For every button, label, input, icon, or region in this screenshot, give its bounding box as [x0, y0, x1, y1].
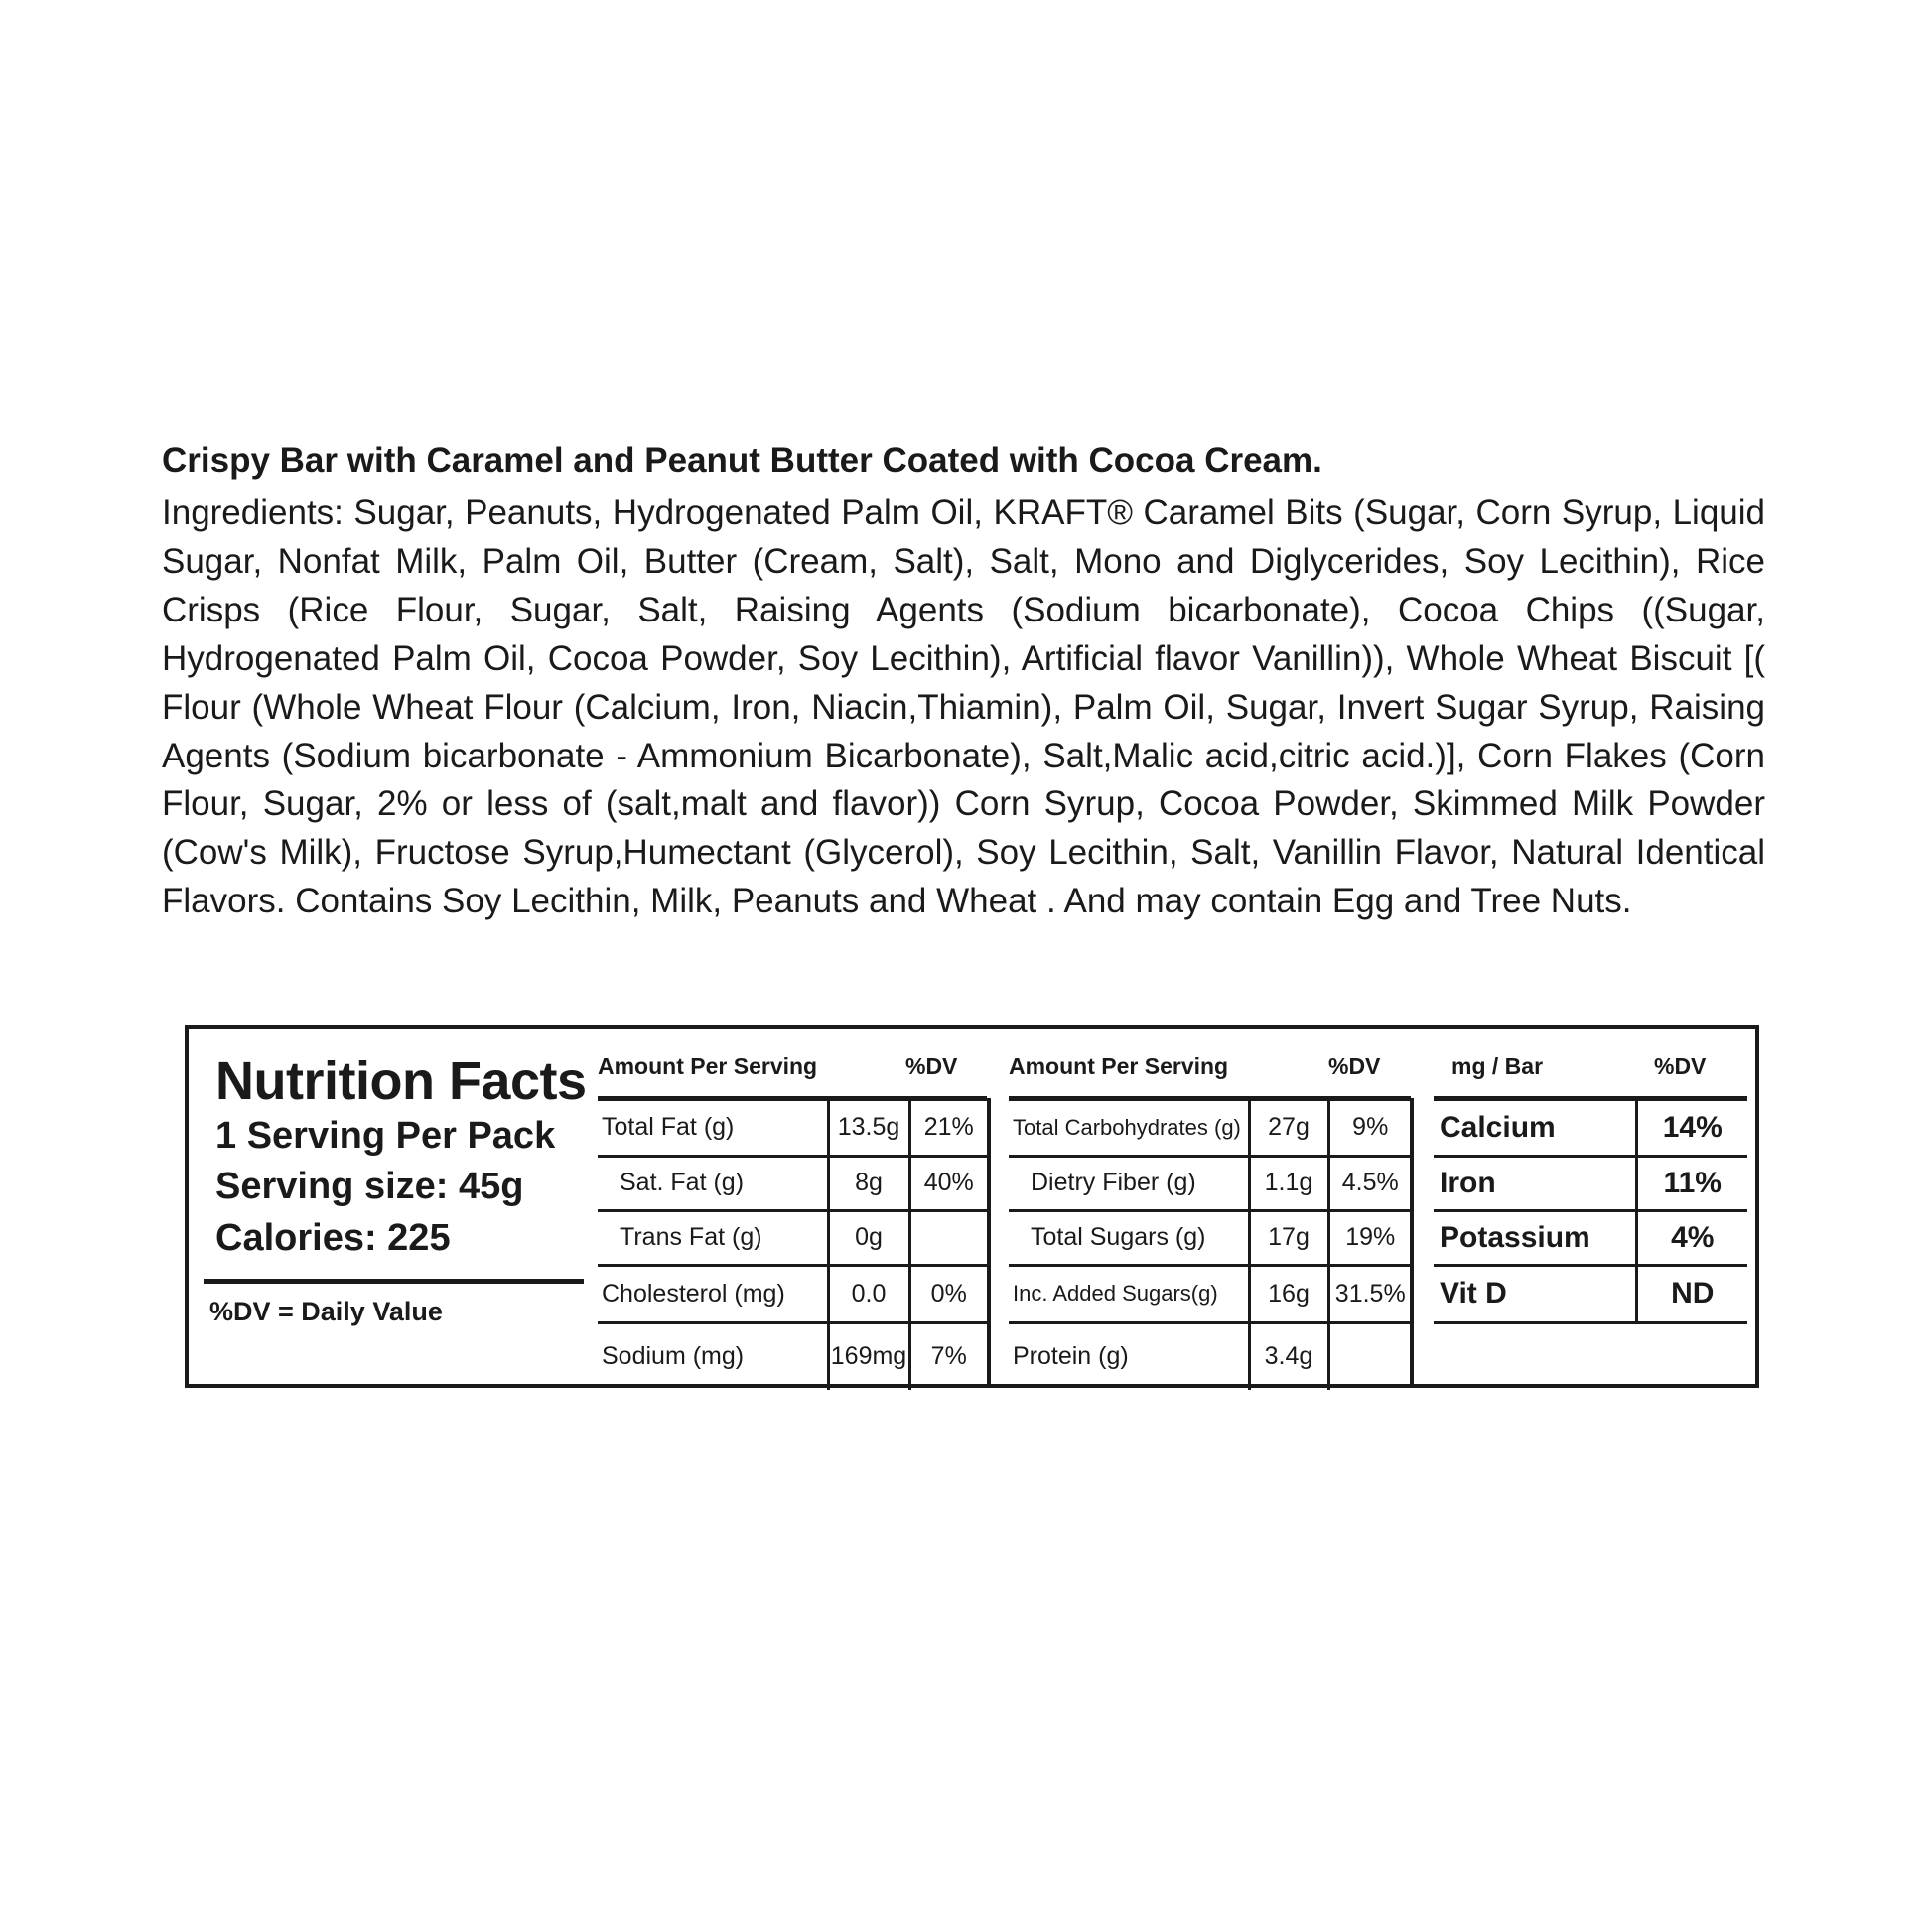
ingredients-text: Ingredients: Sugar, Peanuts, Hydrogenated Palm Oil, KRAFT® Caramel Bits (Sugar, Corn Syrup, Liquid Sugar, Nonfat Milk, Palm Oil, Butter (Cream, Salt), Salt, Mono and Diglycerides, Soy Lecithin), Rice Crisps (Rice Flour, Sugar, Salt, Raising Agents (Sodium bicarbonate), Cocoa Chips ((Sugar, Hydrogenated Palm Oil, Cocoa Powder, Soy Lecithin), Artificial flavor Vanillin)), Whole Wheat Biscuit [( Flour (Whole Wheat Flour (Calcium, Iron, Niacin,Thiamin), Palm Oil, Sugar, Invert Sugar Syrup, Raising Agents (Sodium bicarbonate - Ammonium Bicarbonate), Salt,Malic acid,citric acid.)], Corn Flakes (Corn Flour, Sugar, 2% or less of (salt,malt and flavor)) Corn Syrup, Cocoa Powder, Skimmed Milk Powder (Cow's Milk), Fructose Syrup,Humectant (Glycerol), Soy Lecithin, Salt, Vanillin Flavor, Natural Identical Flavors. Contains Soy Lecithin, Milk, Peanuts and Wheat . And may contain Egg and Tree Nuts. [162, 493, 1765, 921]
table-row [1434, 1210, 1747, 1265]
nutrient-amount: 169mg [828, 1322, 909, 1390]
table-row [598, 1265, 987, 1322]
table-row [598, 1210, 987, 1265]
table-row [1009, 1265, 1411, 1322]
calories: Calories: 225 [215, 1217, 451, 1259]
table-row [598, 1156, 987, 1210]
nutrient-amount: 0.0 [828, 1265, 909, 1322]
mineral-dv: ND [1636, 1265, 1747, 1322]
nutrient-label: Sodium (mg) [602, 1342, 745, 1371]
product-title: Crispy Bar with Caramel and Peanut Butter Coated with Cocoa Cream. [162, 441, 1322, 480]
nutrient-dv: 31.5% [1328, 1265, 1411, 1322]
nutrient-label: Trans Fat (g) [598, 1210, 828, 1265]
nutrient-label: Dietry Fiber (g) [1009, 1156, 1249, 1210]
mineral-dv: 14% [1636, 1101, 1747, 1156]
nutrient-amount: 0g [828, 1210, 909, 1265]
mineral-label: Potassium [1434, 1210, 1636, 1265]
nutrient-label: Total Fat (g) [598, 1101, 828, 1156]
nutrient-amount: 1.1g [1249, 1156, 1328, 1210]
nutrient-dv: 4.5% [1328, 1156, 1411, 1210]
nutrient-label: Cholesterol (mg) [598, 1265, 828, 1322]
nutrient-label: Total Carbohydrates (g) [1009, 1101, 1249, 1156]
nutrient-dv [909, 1210, 987, 1265]
nutrient-amount: 27g [1249, 1101, 1328, 1156]
table-row [1009, 1101, 1411, 1156]
panel1-amount-header: Amount Per Serving [598, 1053, 818, 1079]
dv-legend: %DV = Daily Value [209, 1297, 443, 1326]
nutrient-dv: 9% [1328, 1101, 1411, 1156]
nutrient-label: Sat. Fat (g) [598, 1156, 828, 1210]
nutrient-dv: 0% [909, 1265, 987, 1322]
panel3-dv-header: %DV [1654, 1053, 1707, 1079]
table-row [1009, 1322, 1411, 1390]
nutrition-facts-title: Nutrition Facts [215, 1051, 587, 1111]
table-row [1434, 1101, 1747, 1156]
panel-divider [1410, 1098, 1414, 1388]
panel3-amount-header: mg / Bar [1451, 1053, 1544, 1079]
nutrient-amount: 3.4g [1249, 1322, 1328, 1390]
panel1-table [598, 1101, 987, 1390]
mineral-label: Calcium [1434, 1101, 1636, 1156]
nutrient-dv: 21% [909, 1101, 987, 1156]
mineral-dv: 4% [1636, 1210, 1747, 1265]
panel2-dv-header: %DV [1328, 1053, 1381, 1079]
nutrient-dv: 7% [909, 1322, 987, 1390]
nutrient-dv [1328, 1322, 1411, 1390]
mineral-label: Iron [1434, 1156, 1636, 1210]
nutrient-amount: 17g [1249, 1210, 1328, 1265]
table-row [598, 1101, 987, 1156]
nutrition-facts-panel [185, 1025, 1759, 1388]
table-row [1434, 1156, 1747, 1210]
table-row [1434, 1265, 1747, 1322]
table-row [1009, 1210, 1411, 1265]
table-row [1009, 1156, 1411, 1210]
panel-divider [987, 1098, 991, 1388]
mineral-label: Vit D [1434, 1265, 1636, 1322]
serving-size: Serving size: 45g [215, 1166, 524, 1207]
panel3-table [1434, 1101, 1747, 1324]
table-row [598, 1322, 987, 1390]
nutrient-label: Protein (g) [1013, 1342, 1129, 1371]
nutrient-dv: 19% [1328, 1210, 1411, 1265]
panel2-amount-header: Amount Per Serving [1009, 1053, 1229, 1079]
panel1-dv-header: %DV [905, 1053, 958, 1079]
nutrient-label: Inc. Added Sugars(g) [1009, 1265, 1249, 1322]
mineral-dv: 11% [1636, 1156, 1747, 1210]
nutrient-amount: 16g [1249, 1265, 1328, 1322]
summary-divider [204, 1279, 584, 1284]
panel2-table [1009, 1101, 1411, 1390]
nutrient-label: Total Sugars (g) [1009, 1210, 1249, 1265]
nutrient-amount: 8g [828, 1156, 909, 1210]
nutrient-amount: 13.5g [828, 1101, 909, 1156]
servings-per-pack: 1 Serving Per Pack [215, 1115, 556, 1157]
nutrient-dv: 40% [909, 1156, 987, 1210]
